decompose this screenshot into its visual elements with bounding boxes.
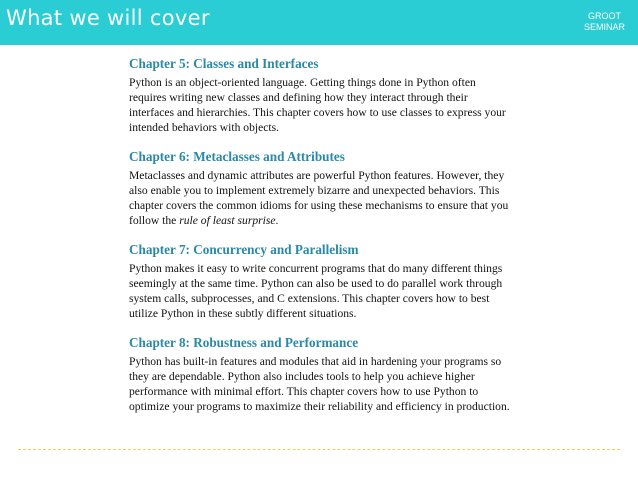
chapter-5-section (129, 56, 511, 135)
chapter-8-section (129, 335, 511, 414)
chapter-list (129, 56, 511, 428)
chapter-6-text: Metaclasses and dynamic attributes are powerful Python features. However, they also enable you to implement extremely bizarre and unexpected behaviors. This chapter covers the common idioms for using these mechanisms to ensure that you follow the (129, 169, 509, 227)
chapter-7-title: Chapter 7: Concurrency and Parallelism (129, 242, 359, 257)
slide-title: What we will cover (6, 6, 210, 30)
brand-line-1: GROOT (587, 11, 621, 21)
chapter-8-title: Chapter 8: Robustness and Performance (129, 335, 359, 350)
chapter-5-description: Python is an object-oriented language. Getting things done in Python often requires writing new classes and defining how they interact through their interfaces and hierarchies. This chapter covers how to use classes to express your intended behaviors with objects. (129, 76, 506, 134)
chapter-6-description (129, 168, 511, 228)
chapter-7-section (129, 242, 511, 321)
chapter-6-text-end: . (275, 214, 279, 227)
chapter-8-description: Python has built-in features and modules that aid in hardening your programs so they are dependable. Python also includes tools to help you achieve higher performance with minimal effort. This chapter covers how to use Python to optimize your programs to maximize their reliability and efficiency in production. (129, 355, 510, 413)
brand-line-2: SEMINAR (583, 22, 625, 32)
chapter-5-title: Chapter 5: Classes and Interfaces (129, 56, 319, 71)
chapter-6-emphasis: rule of least surprise (179, 214, 276, 227)
brand-logo (584, 11, 625, 33)
chapter-6-title: Chapter 6: Metaclasses and Attributes (129, 149, 345, 164)
chapter-6-section (129, 149, 511, 228)
slide-header (0, 0, 638, 45)
footer-divider (18, 449, 620, 450)
chapter-7-description: Python makes it easy to write concurrent programs that do many different things seemingly at the same time. Python can also be used to do parallel work through system calls, subprocesses, and C extensions. This chapter covers how to best utilize Python in these subtly different situations. (129, 262, 503, 320)
